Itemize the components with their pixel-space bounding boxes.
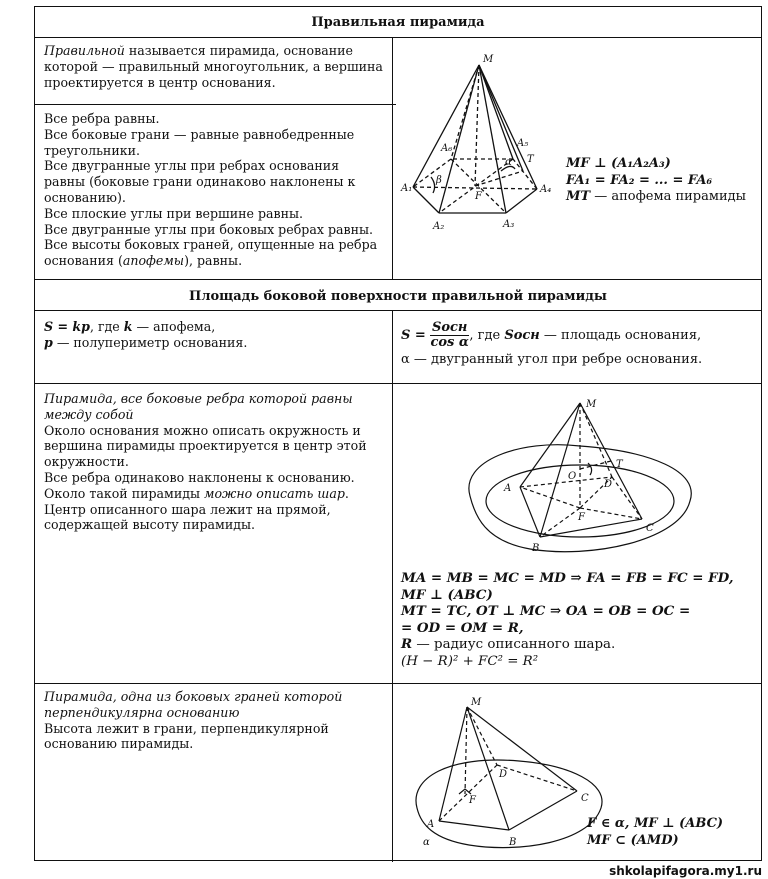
text-line <box>44 486 384 502</box>
sphere-post: . <box>344 485 349 501</box>
apothem-symbol: MT <box>566 189 591 204</box>
theory-sheet <box>34 6 762 861</box>
text-line: Центр описанного шара лежит на прямой, содержащей высоту пирамиды. <box>44 501 331 533</box>
property-item: Все боковые грани — равные равнобедренные треугольники. <box>44 126 355 158</box>
apothem-pre: Все высоты боковых граней, опущенные на ребра основания ( <box>44 237 378 269</box>
formula-line: MA = MB = MC = MD ⇒ FA = FB = FC = FD, <box>401 570 734 586</box>
label-M: M <box>471 697 482 708</box>
text-line: Все ребра одинаково наклонены к основанию. <box>44 469 355 485</box>
label-C: C <box>646 523 654 534</box>
label-A: A <box>504 483 512 494</box>
lateral-area-right <box>401 321 761 368</box>
formula-line <box>566 189 746 206</box>
alpha-description: α — двугранный угол при ребре основания. <box>401 352 703 367</box>
formula-line: MF ⊥ (ABC) <box>401 586 493 603</box>
label-F: F <box>578 512 585 523</box>
sphere-pre: Около такой пирамиды <box>44 485 205 501</box>
perpendicular-face-formulas <box>587 816 723 849</box>
sphere-term: можно описать шар <box>204 485 345 501</box>
lateral-area-left <box>44 319 384 351</box>
lateral-area-title: Площадь боковой поверхности правильной пирамиды <box>189 289 607 304</box>
property-item: Все плоские углы при вершине равны. <box>44 205 304 221</box>
definition-text <box>44 43 384 90</box>
symbol-Sosn: Sосн <box>504 328 540 343</box>
apothem-term: апофемы <box>122 253 185 269</box>
label-M: M <box>483 54 494 65</box>
perpendicular-face-text <box>44 689 384 752</box>
label-A1: A₁ <box>401 183 413 194</box>
symbol-k: k <box>123 319 133 334</box>
hexagonal-pyramid-figure <box>401 47 581 237</box>
formula-line <box>401 636 733 654</box>
divider <box>35 310 761 311</box>
equal-edges-formulas <box>401 570 733 670</box>
fraction-numerator: Sосн <box>431 320 468 335</box>
divider <box>392 37 393 279</box>
label-A4: A₄ <box>540 184 552 195</box>
p-description: — полупериметр основания. <box>52 334 248 350</box>
where-text: , где <box>469 328 505 343</box>
label-F: F <box>475 191 482 202</box>
divider <box>35 383 761 384</box>
divider <box>35 683 761 684</box>
label-T: T <box>616 459 623 470</box>
definition-body: называется пирамида, основание которой — правильный многоугольник, а вершина проектируется в центр основания. <box>44 43 383 90</box>
label-D: D <box>499 769 508 780</box>
label-T: T <box>527 154 534 165</box>
symbol-S: S = <box>401 328 426 343</box>
inscribed-pyramid-figure <box>460 391 700 561</box>
fraction <box>430 321 469 350</box>
k-description: — апофема, <box>132 319 216 334</box>
label-A5: A₅ <box>517 138 529 149</box>
formula-S-kp: S = kp <box>44 319 90 334</box>
label-alpha: α <box>505 157 512 168</box>
label-A2: A₂ <box>433 221 445 232</box>
property-item: Все ребра равны. <box>44 111 160 126</box>
formula-line: MT = TC, OT ⊥ MC ⇒ OA = OB = OC = <box>401 603 691 619</box>
label-A3: A₃ <box>503 219 515 230</box>
definition-term: Правильной <box>44 43 125 58</box>
Sosn-description: — площадь основания, <box>539 328 702 343</box>
watermark: shkolapifagora.my1.ru <box>609 864 762 878</box>
symbol-R: R <box>401 636 413 652</box>
equal-edges-text <box>44 391 384 533</box>
label-M: M <box>586 399 597 410</box>
label-beta: β <box>436 175 442 186</box>
divider <box>35 104 396 105</box>
label-F: F <box>469 795 476 806</box>
label-A6: A₆ <box>441 143 453 154</box>
label-B: B <box>532 543 540 554</box>
label-B: B <box>509 837 517 848</box>
main-title: Правильная пирамида <box>311 15 485 30</box>
divider <box>392 310 393 862</box>
property-item: Все двугранные углы при боковых ребрах равны. <box>44 221 374 237</box>
properties-list <box>44 111 384 269</box>
formula-line: (H − R)² + FC² = R² <box>401 653 539 669</box>
formula-line: MF ⊂ (AMD) <box>587 832 679 848</box>
label-A: A <box>427 819 435 830</box>
formula-line: F ∈ α, MF ⊥ (ABC) <box>587 816 724 831</box>
formula-line: MF ⊥ (A₁A₂A₃) <box>566 156 671 171</box>
text-line: Около основания можно описать окружность и вершина пирамиды проектируется в центр этой окружности. <box>44 422 367 470</box>
where-text: , где <box>89 319 124 334</box>
label-alpha: α <box>423 837 430 848</box>
formula-line: FA₁ = FA₂ = ... = FA₆ <box>566 172 713 188</box>
formula-line: = OD = OM = R, <box>401 619 524 636</box>
divider <box>35 279 761 280</box>
label-D: D <box>604 479 613 490</box>
symbol-p: p <box>44 334 53 350</box>
regular-pyramid-formulas <box>566 156 746 206</box>
apothem-post: ), равны. <box>184 253 243 269</box>
apothem-description: — апофема пирамиды <box>590 189 746 204</box>
section-heading: Пирамида, одна из боковых граней которой перпендикулярна основанию <box>44 689 343 720</box>
property-item: Все двугранные углы при ребрах основания равны (боковые грани одинаково наклонены к основанию). <box>44 158 356 205</box>
text-line: Высота лежит в грани, перпендикулярной основанию пирамиды. <box>44 720 329 752</box>
label-O: O <box>568 471 577 482</box>
R-description: — радиус описанного шара. <box>412 637 616 652</box>
divider <box>35 37 761 38</box>
fraction-denominator: cos α <box>430 335 469 350</box>
property-item <box>44 237 384 269</box>
section-heading: Пирамида, все боковые ребра которой равны между собой <box>44 391 353 422</box>
label-C: C <box>581 793 589 804</box>
